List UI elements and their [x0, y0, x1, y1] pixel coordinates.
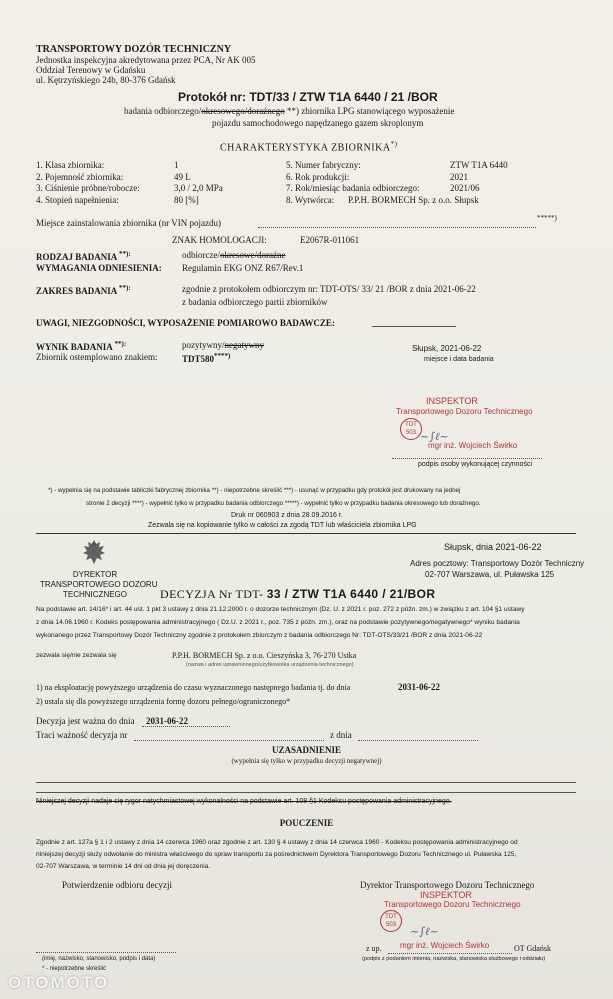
decision-number: 33 / ZTW T1A 6440 / 21/BOR [266, 587, 436, 601]
eagle-emblem-icon [82, 538, 106, 566]
char-row-6 [286, 172, 508, 184]
decision-permit-caption: (nazwa i adres uprawnionego/użytkownika urządzenia technicznego) [186, 662, 354, 668]
postal-address-1: Adres pocztowy: Transportowy Dozór Techniczny [410, 559, 585, 568]
decision-title [160, 587, 435, 602]
inspector-name: mgr inż. Wojciech Świrko [428, 441, 518, 450]
receipt-caption: (imię, nazwisko, stanowisko, podpis i data) [42, 956, 156, 962]
receipt-sign-line [36, 952, 176, 953]
expired-decision-label: Traci ważność decyzja nr [36, 730, 128, 740]
exam-type-value-strike: okresowe/doraźne [219, 250, 286, 260]
tdt-stamp-icon [400, 418, 422, 440]
postal-address-2: 02-707 Warszawa, ul. Puławska 125 [425, 570, 555, 579]
director-caption: (podpis z podaniem imienia, nazwiska, stanowiska służbowego i oddziału) [362, 956, 546, 962]
remarks-label: UWAGI, NIEZGODNOŚCI, WYPOSAŻENIE POMIAROWO BADAWCZE: [36, 318, 335, 328]
char-value-fill: 80 [%] [174, 194, 199, 205]
protocol-desc-strike: okresowego/doraźnego [201, 106, 285, 116]
char-value-exam-date: 2021/06 [450, 183, 480, 193]
mount-place-label: Miejsce zainstalowania zbiornika (nr VIN pojazdu) [36, 218, 222, 228]
characteristics-title [220, 140, 397, 153]
decision-date: Słupsk, dnia 2021-06-22 [444, 542, 542, 552]
scope-line-2: z badania odbiorczego partii zbiorników [182, 297, 328, 307]
result-label-text: WYNIK BADANIA [36, 342, 113, 352]
mount-place-sup: *****) [537, 214, 557, 222]
pouczenie-line-1: Zgodnie z art. 127a § 1 i 2 ustawy z dnia 14 czerwca 1960 oraz zgodnie z art. 130 § 4 ustawy z dnia 14 czerwca 1960 - Kodeksu postępowania administracyjnego od [36, 839, 518, 846]
char-row-3 [36, 183, 223, 195]
remarks-line [372, 326, 456, 327]
scope-label [36, 284, 131, 296]
characteristics-right [286, 160, 508, 206]
director-signature-icon: ~∫ℓ~ [410, 925, 439, 938]
justification-caption: (wypełnia się tylko w przypadku decyzji negatywnej) [231, 757, 382, 765]
char-label-year: 6. Rok produkcji: [286, 171, 350, 182]
protocol-title [178, 90, 438, 104]
protocol-desc-b: **) zbiornika LPG stanowiącego wyposażenie [284, 106, 455, 116]
inspector-title-2: INSPEKTOR [420, 890, 472, 900]
exam-type-value-a: odbiorcze/ [182, 250, 220, 260]
char-value-maker: P.P.H. BORMECH Sp. z o.o. Słupsk [348, 194, 479, 205]
char-value-year: 2021 [450, 171, 468, 182]
valid-until-line [142, 726, 230, 727]
scope-sup: **): [119, 284, 131, 292]
otomoto-watermark: OTOMOTO [8, 973, 110, 992]
decision-para-1: Na podstawie art. 14/16* i art. 44 ust. 1 pkt 3 ustawy z dnia 21.12.2000 r. o dozorze technicznym (Dz. U. z 2021 r. poz. 272 z późn. zm.) w związku z art. 104 §1 ustawy [36, 606, 525, 613]
tdt-stamp-2-text-2: 503 [385, 922, 396, 928]
copy-notice: Zezwala się na kopiowanie tylko w całości za zgodą TDT lub właściciela zbiornika LPG [148, 522, 417, 529]
char-value-capacity: 49 L [174, 171, 191, 182]
expired-date-line [358, 740, 478, 741]
place-date: Słupsk, 2021-06-22 [412, 344, 482, 353]
exam-type-label [36, 250, 131, 262]
inspector-title: INSPEKTOR [426, 396, 478, 406]
char-label-fill: 4. Stopień napełnienia: [36, 194, 119, 205]
char-row-5 [286, 160, 508, 172]
decision-para-2: z dnia 14.06.1960 r. Kodeks postępowania administracyjnego ( Dz.U. z 2021 r., poz. 735 z późn. zm.), oraz na podstawie pozytywnego/negatywnego* wyniku badania [36, 619, 520, 626]
org-address: ul. Kętrzyńskiego 24b, 80-376 Gdańsk [36, 75, 176, 85]
valid-until-label: Decyzja jest ważna do dnia [36, 716, 135, 726]
justification-title: UZASADNIENIE [271, 745, 342, 755]
homologation-value: E2067R-011061 [300, 235, 360, 245]
decision-item-1: 1) na eksploatację powyższego urządzenia do czasu wyznaczonego następnego badania tj. do dnia [36, 683, 351, 692]
homologation-label: ZNAK HOMOLOGACJI: [172, 235, 267, 245]
director-line-2: TRANSPORTOWEGO DOZORU [40, 580, 158, 589]
char-value-serial: ZTW T1A 6440 [450, 160, 508, 170]
pouczenie-line-2: niniejszej decyzji służy odwołanie do ministra właściwego do spraw transportu za pośrednictwem Dyrektora Transportowego Dozoru Technicznego ul. Puławska 125, [36, 851, 517, 858]
char-value-pressure: 3,0 / 2,0 MPa [174, 183, 223, 193]
char-label-serial: 5. Numer fabryczny: [286, 160, 361, 170]
decision-permit-holder: P.P.H. BORMECH Sp. z o.o. Cieszyńska 3, 76-270 Ustka [172, 651, 357, 660]
org-branch: Oddział Terenowy w Gdańsku [36, 65, 146, 75]
char-row-2 [36, 172, 223, 184]
decision-para-3: wykonanego przez Transportowy Dozór Techniczny zgodnie z protokołem zbiorczym z badania odbiorczego Nr: TDT-OTS/33/21 /BOR z dnia 2021-06-22 [36, 632, 483, 639]
protocol-title-prefix: Protokół nr: [178, 90, 246, 104]
expired-decision-line [134, 740, 324, 741]
zup-suffix: OT Gdańsk [514, 944, 551, 953]
char-label-exam-date: 7. Rok/miesiąc badania odbiorczego: [286, 183, 420, 193]
scope-line-1: zgodnie z protokołem odbiorczym nr: TDT-OTS/ 33/ 21 /BOR z dnia 2021-06-22 [182, 284, 476, 294]
characteristics-title-text: CHARAKTERYSTYKA ZBIORNIKA [220, 142, 391, 154]
char-row-1 [36, 160, 223, 172]
stamp-value-sup: ****) [214, 352, 231, 360]
justification-line-1 [36, 782, 576, 783]
char-label-capacity: 2. Pojemność zbiornika: [36, 171, 124, 182]
receipt-note: * - niepotrzebne skreślić [42, 966, 107, 972]
protocol-number: TDT/33 / ZTW T1A 6440 / 21 /BOR [249, 90, 438, 104]
protocol-desc-a: badania odbiorczego/ [124, 106, 202, 116]
rigor-clause: Niniejszej decyzji nadaje się rygor natychmiastowej wykonalności na podstawie art. 108 §1 Kodeksu postępowania administracyjnego. [36, 798, 452, 805]
characteristics-left [36, 160, 223, 206]
result-label [36, 340, 126, 352]
char-label-pressure: 3. Ciśnienie próbne/robocze: [36, 183, 140, 193]
inspector-name-2: mgr inż. Wojciech Świrko [400, 941, 490, 950]
decision-item-1-date: 2031-06-22 [398, 682, 440, 692]
char-label-class: 1. Klasa zbiornika: [36, 160, 105, 170]
org-accreditation: Jednostka inspekcyjna akredytowana przez PCA, Nr AK 005 [36, 55, 256, 65]
zup-prefix: z up. [366, 944, 382, 953]
pouczenie-line-3: 02-707 Warszawa, w terminie 14 dni od dnia jej doręczenia. [36, 863, 211, 870]
footnote-line-2: stronie 2 decyzji ****) - wypełnić tylko w przypadku badania odbiorczego *****) - wypełnić tylko w przypadku badania okresowego lub doraźnego. [86, 500, 481, 507]
exam-type-sup: **): [119, 250, 131, 258]
stamp-value-text: TDT580 [182, 354, 215, 364]
pouczenie-title: POUCZENIE [279, 818, 334, 828]
director-line-1: DYREKTOR [72, 570, 118, 579]
stamp-value [182, 352, 230, 364]
result-sup: **): [114, 340, 127, 348]
exam-type-value [182, 250, 285, 260]
result-value-strike: negatywny [224, 340, 264, 350]
zup-line [388, 953, 512, 954]
tdt-stamp-text-1: TDT [405, 422, 417, 428]
section-divider [36, 533, 576, 534]
requirements-value: Regulamin EKG ONZ R67/Rev.1 [182, 263, 304, 273]
protocol-description [124, 106, 454, 116]
tdt-stamp-text-2: 503 [405, 430, 416, 436]
receipt-label: Potwierdzenie odbioru decyzji [62, 880, 172, 890]
char-row-4 [36, 195, 223, 207]
mount-place-line [258, 227, 536, 228]
justification-line-2 [36, 792, 576, 793]
characteristics-title-sup: *) [390, 140, 398, 148]
stamp-label: Zbiornik ostemplowano znakiem: [36, 352, 158, 362]
char-row-7 [286, 183, 508, 195]
inspector-subtitle: Transportowego Dozoru Technicznego [396, 407, 533, 416]
protocol-description-2: pojazdu samochodowego napędzanego gazem skroplonym [212, 118, 424, 128]
director-signature-label: Dyrektor Transportowego Dozoru Technicznego [360, 880, 535, 890]
exam-type-label-text: RODZAJ BADANIA [36, 252, 117, 262]
footnote-line-1: *) - wypełnia się na podstawie tabliczki fabrycznej zbiornika **) - niepotrzebne skreślić ***) - usunąć w przypadku gdy protokół jest drukowany na jednej [48, 487, 461, 494]
inspector-subtitle-2: Transportowego Dozoru Technicznego [384, 900, 521, 909]
decision-item-2: 2) ustala się dla powyższego urządzenia formę dozoru pełnego/ograniczonego* [36, 697, 291, 706]
result-value [182, 340, 264, 350]
char-value-class: 1 [174, 160, 179, 170]
requirements-label: WYMAGANIA ODNIESIENIA: [36, 263, 162, 273]
org-name: TRANSPORTOWY DOZÓR TECHNICZNY [36, 44, 232, 55]
char-row-8 [286, 195, 508, 207]
inspector-caption: podpis osoby wykonującej czynności [418, 461, 533, 468]
result-value-a: pozytywny/ [182, 340, 225, 350]
place-date-caption: miejsce i data badania [424, 356, 494, 363]
inspector-signature-icon: ~∫ℓ~ [420, 430, 449, 443]
tdt-stamp-2-icon [380, 910, 402, 932]
scope-label-text: ZAKRES BADANIA [36, 286, 117, 296]
director-line-3: TECHNICZNEGO [63, 590, 127, 599]
valid-until-value: 2031-06-22 [146, 716, 188, 726]
tdt-stamp-2-text-1: TDT [385, 914, 397, 920]
decision-permit-label: zezwala się/nie zezwala się [36, 652, 117, 659]
char-label-maker: 8. Wytwórca: [286, 194, 335, 205]
expired-date-label: z dnia [330, 730, 352, 740]
inspector-sign-line [392, 458, 542, 459]
print-number: Druk nr 060903 z dnia 28.09.2016 r. [231, 512, 343, 519]
decision-title-prefix: DECYZJA Nr TDT- [160, 587, 264, 601]
